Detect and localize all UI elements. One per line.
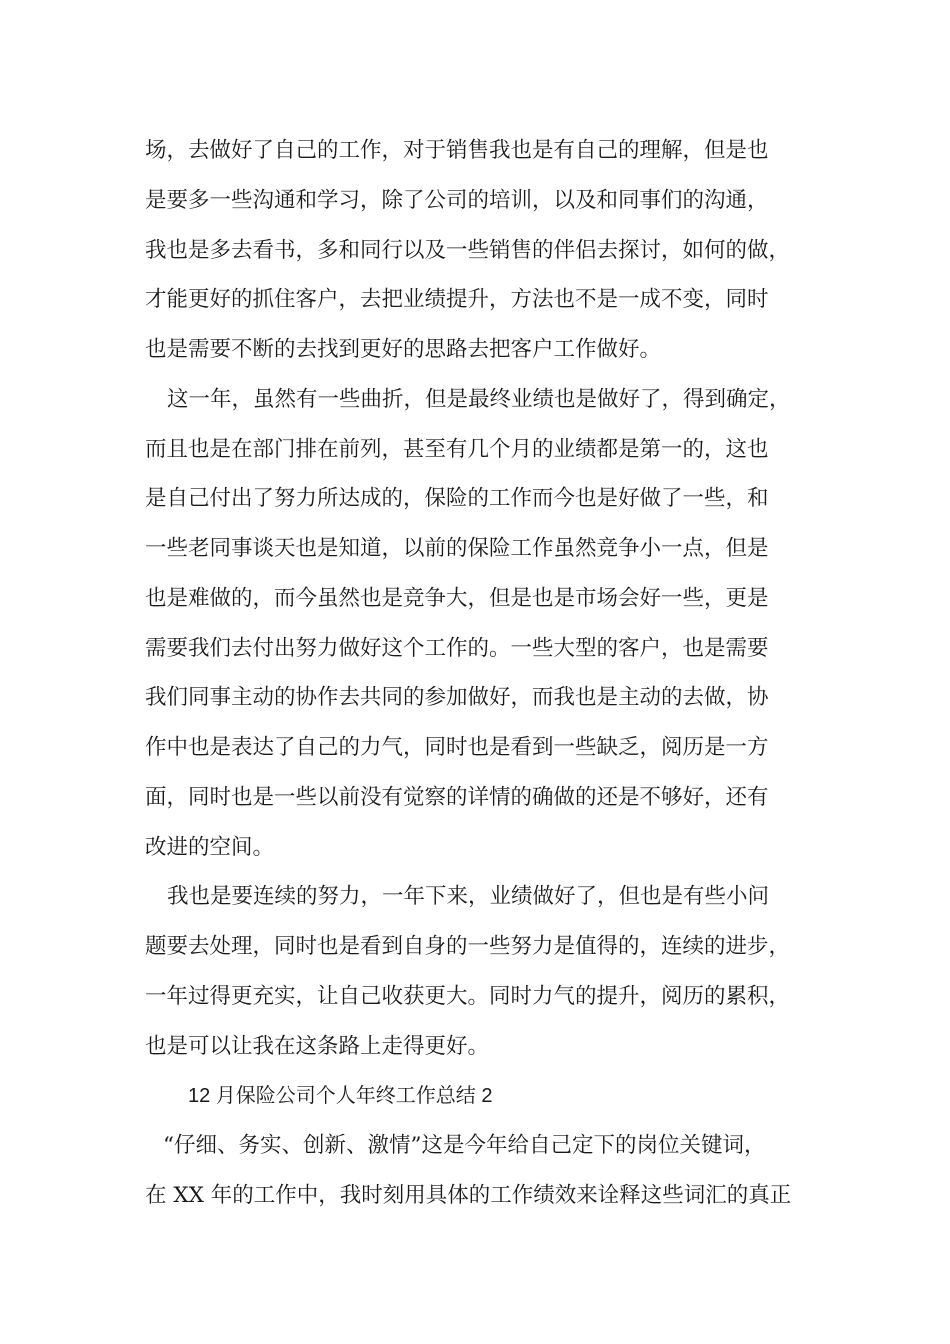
paragraph-line: 我们同事主动的协作去共同的参加做好，而我也是主动的去做，协 [145, 685, 769, 710]
paragraph-line: 是要多一些沟通和学习，除了公司的培训，以及和同事们的沟通， [145, 188, 769, 213]
paragraph-line: 面，同时也是一些以前没有觉察的详情的确做的还是不够好，还有 [145, 785, 769, 810]
section-heading: 12 月保险公司个人年终工作总结 2 [188, 1085, 493, 1107]
paragraph-line: 这一年，虽然有一些曲折，但是最终业绩也是做好了，得到确定， [167, 387, 791, 412]
paragraph-line: 是自己付出了努力所达成的，保险的工作而今也是好做了一些，和 [145, 486, 769, 511]
paragraph-line: 才能更好的抓住客户，去把业绩提升，方法也不是一成不变，同时 [145, 287, 769, 312]
paragraph-line: 场，去做好了自己的工作，对于销售我也是有自己的理解，但是也 [145, 138, 769, 163]
paragraph-line: “仔细、务实、创新、激情”这是今年给自己定下的岗位关键词， [163, 1133, 766, 1158]
paragraph-line: 作中也是表达了自己的力气，同时也是看到一些缺乏，阅历是一方 [145, 735, 769, 760]
paragraph-line: 也是难做的，而今虽然也是竞争大，但是也是市场会好一些，更是 [145, 586, 769, 611]
paragraph-line: 而且也是在部门排在前列，甚至有几个月的业绩都是第一的，这也 [145, 437, 769, 462]
paragraph-line: 也是可以让我在这条路上走得更好。 [145, 1034, 490, 1059]
paragraph-line: 题要去处理，同时也是看到自身的一些努力是值得的，连续的进步， [145, 934, 791, 959]
paragraph-line: 一年过得更充实，让自己收获更大。同时力气的提升，阅历的累积， [145, 984, 791, 1009]
paragraph-line: 改进的空间。 [145, 835, 275, 860]
paragraph-line: 需要我们去付出努力做好这个工作的。一些大型的客户，也是需要 [145, 636, 769, 661]
paragraph-line: 在 XX 年的工作中，我时刻用具体的工作绩效来诠释这些词汇的真正 [145, 1183, 792, 1208]
paragraph-line: 一些老同事谈天也是知道，以前的保险工作虽然竞争小一点，但是 [145, 536, 769, 561]
paragraph-line: 也是需要不断的去找到更好的思路去把客户工作做好。 [145, 337, 662, 362]
paragraph-line: 我也是多去看书，多和同行以及一些销售的伴侣去探讨，如何的做， [145, 238, 791, 263]
paragraph-line: 我也是要连续的努力，一年下来，业绩做好了，但也是有些小问 [167, 884, 770, 909]
